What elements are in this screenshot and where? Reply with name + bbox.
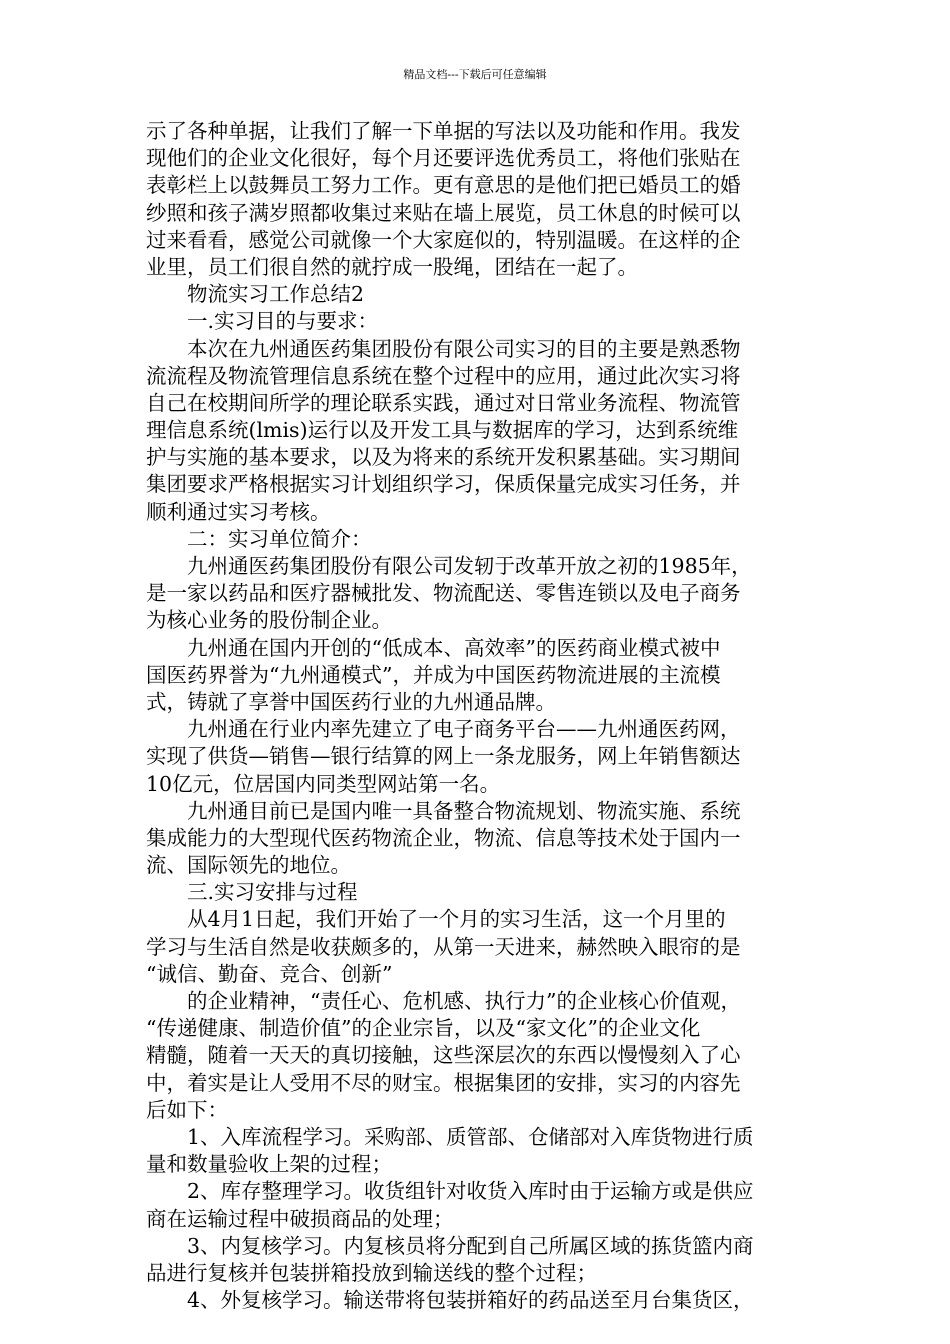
text-line: 是一家以药品和医疗器械批发、物流配送、零售连锁以及电子商务 [146, 581, 741, 606]
text-line: 二：实习单位简介： [187, 526, 372, 551]
text-line: 顺利通过实习考核。 [146, 499, 331, 524]
text-line: 纱照和孩子满岁照都收集过来贴在墙上展览，员工休息的时候可以 [146, 200, 741, 225]
text-line: 10亿元，位居国内同类型网站第一名。 [146, 771, 501, 796]
text-line: “诚信、勤奋、竞合、创新” [146, 961, 393, 986]
text-line: 精髓，随着一天天的真切接触，这些深层次的东西以慢慢刻入了心 [146, 1043, 741, 1068]
text-line: 三.实习安排与过程 [187, 880, 358, 905]
text-line: 一.实习目的与要求： [187, 309, 379, 334]
text-line: 中，着实是让人受用不尽的财宝。根据集团的安排，实习的内容先 [146, 1070, 741, 1095]
text-line: 流流程及物流管理信息系统在整个过程中的应用，通过此次实习将 [146, 363, 741, 388]
text-line: 4、外复核学习。输送带将包装拼箱好的药品送至月台集货区， [187, 1288, 754, 1313]
text-line: 量和数量验收上架的过程； [146, 1152, 392, 1177]
text-line: 式，铸就了享誉中国医药行业的九州通品牌。 [146, 689, 556, 714]
text-line: 品进行复核并包装拼箱投放到输送线的整个过程； [146, 1260, 597, 1285]
text-line: 表彰栏上以鼓舞员工努力工作。更有意思的是他们把已婚员工的婚 [146, 173, 741, 198]
document-body [146, 118, 806, 1314]
text-line: 九州通医药集团股份有限公司发轫于改革开放之初的1985年， [187, 554, 752, 578]
text-line: 九州通在国内开创的“低成本、高效率”的医药商业模式被中 [187, 635, 721, 660]
text-line: 从4月1日起，我们开始了一个月的实习生活，这一个月里的 [187, 907, 726, 932]
text-line: “传递健康、制造价值”的企业宗旨，以及“家文化”的企业文化 [146, 1016, 701, 1041]
text-line: 商在运输过程中破损商品的处理； [146, 1206, 454, 1231]
text-line: 3、内复核学习。内复核员将分配到自己所属区域的拣货篮内商 [187, 1233, 754, 1258]
text-line: 物流实习工作总结2 [187, 282, 365, 307]
text-line: 示了各种单据，让我们了解一下单据的写法以及功能和作用。我发 [146, 119, 741, 143]
text-line: 九州通目前已是国内唯一具备整合物流规划、物流实施、系统 [187, 798, 741, 823]
text-line: 的企业精神，“责任心、危机感、执行力”的企业核心价值观， [187, 989, 741, 1013]
text-line: 护与实施的基本要求，以及为将来的系统开发积累基础。实习期间 [146, 445, 741, 470]
text-line: 流、国际领先的地位。 [146, 853, 351, 878]
text-line: 学习与生活自然是收获颇多的，从第一天进来，赫然映入眼帘的是 [146, 934, 741, 959]
text-line: 过来看看，感觉公司就像一个大家庭似的，特别温暖。在这样的企 [146, 227, 741, 252]
text-line: 自己在校期间所学的理论联系实践，通过对日常业务流程、物流管 [146, 390, 741, 415]
text-line: 实现了供货—销售—银行结算的网上一条龙服务，网上年销售额达 [146, 744, 741, 769]
text-line: 2、库存整理学习。收货组针对收货入库时由于运输方或是供应 [187, 1179, 754, 1204]
text-line: 1、入库流程学习。采购部、质管部、仓储部对入库货物进行质 [187, 1124, 754, 1149]
text-line: 后如下： [146, 1097, 228, 1122]
text-line: 九州通在行业内率先建立了电子商务平台——九州通医药网， [187, 717, 741, 742]
text-line: 现他们的企业文化很好，每个月还要评选优秀员工，将他们张贴在 [146, 146, 741, 171]
text-line: 为核心业务的股份制企业。 [146, 608, 392, 633]
text-line: 本次在九州通医药集团股份有限公司实习的目的主要是熟悉物 [187, 336, 741, 361]
page-header: 精品文档---下载后可任意编辑 [403, 68, 547, 81]
text-line: 集团要求严格根据实习计划组织学习，保质保量完成实习任务，并 [146, 472, 741, 497]
text-line: 理信息系统(lmis)运行以及开发工具与数据库的学习，达到系统维 [146, 418, 739, 443]
text-line: 业里，员工们很自然的就拧成一股绳，团结在一起了。 [146, 254, 638, 279]
text-line: 集成能力的大型现代医药物流企业，物流、信息等技术处于国内一 [146, 825, 741, 850]
text-line: 国医药界誉为“九州通模式”，并成为中国医药物流进展的主流模 [146, 662, 721, 687]
